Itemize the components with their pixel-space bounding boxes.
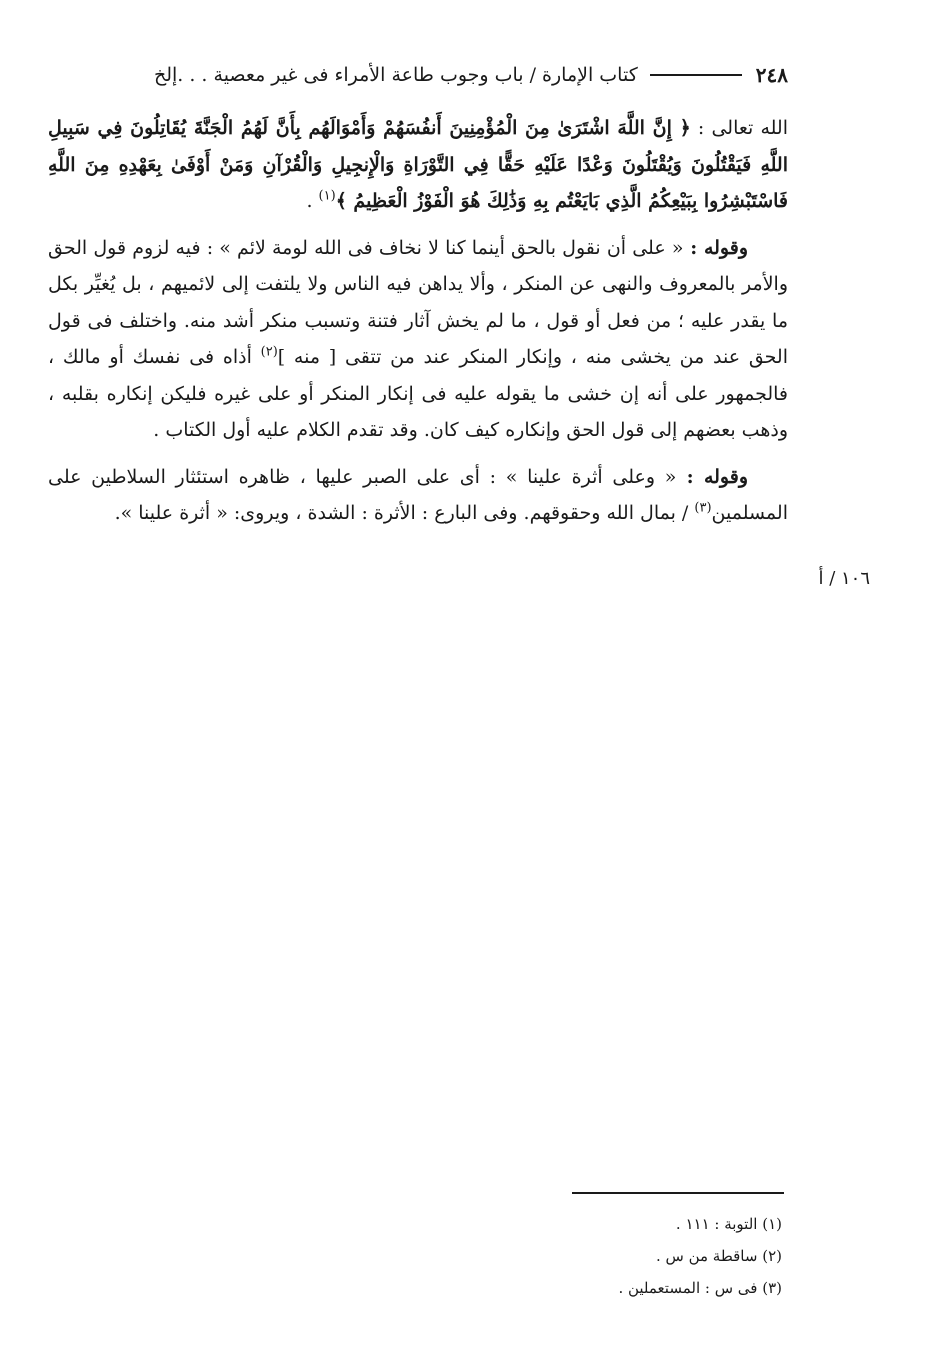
paragraph-text-2b: / بمال الله وحقوقهم. وفى البارع : الأثرة : الشدة ، ويروى: « أثرة علينا ».: [114, 502, 695, 524]
footnote-mark-2: (٢): [260, 344, 278, 360]
footnote-mark-3: (٣): [694, 500, 712, 516]
main-text: [48, 110, 788, 542]
header-rule: [650, 74, 742, 76]
running-title: كتاب الإمارة / باب وجوب طاعة الأمراء فى غير معصية . . .إلخ: [153, 64, 638, 86]
paragraph-text-2a: « وعلى أثرة علينا » : أى على الصبر عليها ، ظاهره استئثار السلاطين على المسلمين: [48, 465, 788, 524]
footnote-3: (٣) فى س : المستعملين .: [618, 1279, 782, 1297]
footnote-separator: [572, 1192, 784, 1194]
paragraph-text-1b: أذاه فى نفسك أو مالك ، فالجمهور على أنه إن خشى ما يقوله عليه فى إنكار المنكر أو على غيره فليكن إنكاره بقلبه ، وذهب بعضهم إلى قول الحق وإنكاره كيف كان. وقد تقدم الكلام عليه أول الكتاب .: [48, 346, 788, 441]
verse-end: .: [306, 190, 319, 212]
commentary-paragraph-1: [48, 230, 788, 449]
commentary-paragraph-2: [48, 459, 788, 532]
footnote-2: (٢) ساقطة من س .: [655, 1247, 782, 1265]
verse-intro: الله تعالى :: [690, 117, 788, 139]
verse-paragraph: [48, 110, 788, 220]
manuscript-folio-note: ١٠٦ / أ: [818, 568, 870, 589]
paragraph-lead-2: وقوله :: [676, 465, 749, 488]
footnote-mark-1: (١): [318, 188, 336, 204]
page-number: ٢٤٨: [755, 63, 788, 87]
footnotes: [420, 1208, 782, 1304]
paragraph-text-1a: « على أن نقول بالحق أينما كنا لا نخاف فى الله لومة لائم » : فيه لزوم قول الحق والأمر بالمعروف والنهى عن المنكر ، وألا يداهن فيه الناس ولا يلتفت إلى لائميهم ، بل يُغيِّر بكل ما يقدر عليه ؛ من فعل أو قول ، ما لم يخش آثار فتنة وتسبب منكر أشد منه. واختلف فى قول الحق عند من يخشى منه ، وإنكار المنكر عند من تتقى [ منه ]: [48, 236, 788, 368]
quran-verse: ﴿ إِنَّ اللَّهَ اشْتَرَىٰ مِنَ الْمُؤْمِنِينَ أَنفُسَهُمْ وَأَمْوَالَهُم بِأَنَّ لَهُمُ الْجَنَّةَ يُقَاتِلُونَ فِي سَبِيلِ اللَّهِ فَيَقْتُلُونَ وَيُقْتَلُونَ وَعْدًا عَلَيْهِ حَقًّا فِي التَّوْرَاةِ وَالْإِنجِيلِ وَالْقُرْآنِ وَمَنْ أَوْفَىٰ بِعَهْدِهِ مِنَ اللَّهِ فَاسْتَبْشِرُوا بِبَيْعِكُمُ الَّذِي بَايَعْتُم بِهِ وَذَٰلِكَ هُوَ الْفَوْزُ الْعَظِيمُ ﴾: [48, 117, 788, 212]
paragraph-lead-1: وقوله :: [683, 236, 748, 259]
footnote-1: (١) التوبة : ١١١ .: [675, 1215, 782, 1233]
page-header: [48, 58, 788, 92]
